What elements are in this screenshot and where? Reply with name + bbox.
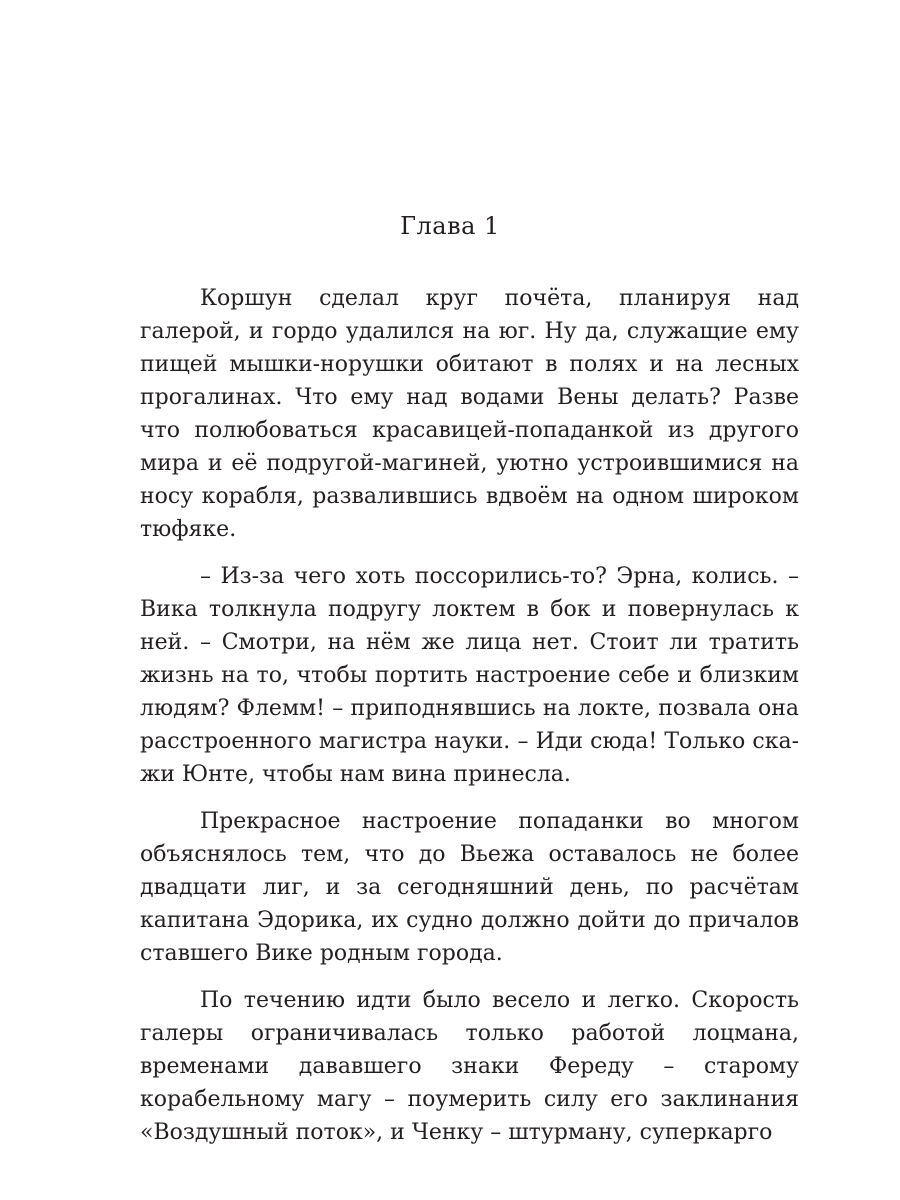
paragraph: По течению идти было весело и легко. Скорость галеры ограничивалась только работой лоцмана, временами дававшего знаки Фереду – старому корабельному магу – поумерить силу его заклинания «Воздушный поток», и Ченку – штурману, суперкарго bbox=[140, 988, 799, 1145]
chapter-title: Глава 1 bbox=[400, 212, 500, 240]
paragraph: Коршун сделал круг почёта, планируя над галерой, и гордо удалился на юг. Ну да, служащие ему пищей мышки-норушки обитают в полях и на лесных прогалинах. Что ему над водами Вены делать? Разве что полюбоваться красавицей-попаданкой из другого мира и её подругой-магиней, уютно устроившимися на носу корабля, развалившись вдвоём на одном широком тюфяке. bbox=[140, 286, 799, 542]
paragraph: – Из-за чего хоть поссорились-то? Эрна, колись. – Вика толкнула подругу локтем в бок и повернулась к ней. – Смотри, на нём же лица нет. Стоит ли тратить жизнь на то, чтобы портить настроение себе и близким людям? Флемм! – приподнявшись на локте, позвала она расстроенного магистра науки. – Иди сюда! Только скажи Юнте, чтобы нам вина принесла. bbox=[140, 564, 799, 787]
chapter-text bbox=[140, 282, 799, 1149]
paragraph: Прекрасное настроение попаданки во многом объяснялось тем, что до Вьежа оставалось не более двадцати лиг, и за сегодняшний день, по расчётам капитана Эдорика, их судно должно дойти до причалов ставшего Вике родным города. bbox=[140, 809, 799, 966]
